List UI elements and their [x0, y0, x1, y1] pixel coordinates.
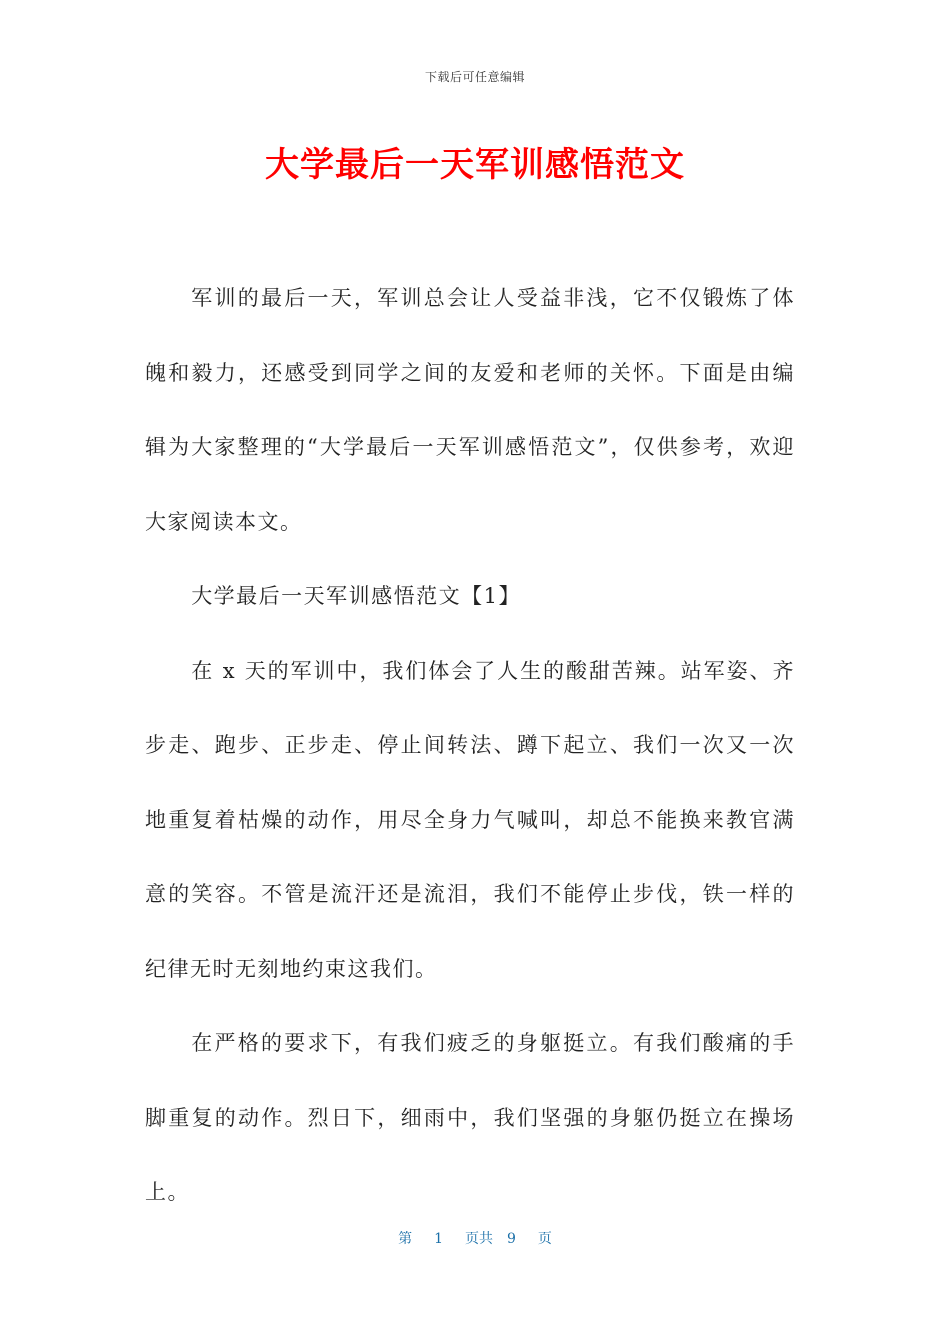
page-indicator: [0, 1228, 950, 1248]
document-title: 大学最后一天军训感悟范文: [265, 145, 685, 185]
paragraph-body-2: 在严格的要求下，有我们疲乏的身躯挺立。有我们酸痛的手脚重复的动作。烈日下，细雨中，我们坚强的身躯仍挺立在操场上。: [145, 1031, 795, 1204]
paragraph-body-1: 在 x 天的军训中，我们体会了人生的酸甜苦辣。站军姿、齐步走、跑步、正步走、停止间转法、蹲下起立、我们一次又一次地重复着枯燥的动作，用尽全身力气喊叫，却总不能换来教官满意的笑容。不管是流汗还是流泪，我们不能停止步伐，铁一样的纪律无时无刻地约束这我们。: [145, 658, 795, 981]
page-mid: 页共: [465, 1231, 493, 1247]
paragraph-intro: 军训的最后一天，军训总会让人受益非浅，它不仅锻炼了体魄和毅力，还感受到同学之间的友爱和老师的关怀。下面是由编辑为大家整理的“大学最后一天军训感悟范文”，仅供参考，欢迎大家阅读本文。: [145, 286, 795, 534]
document-body: [145, 261, 795, 1230]
header-note: 下载后可任意编辑: [424, 70, 525, 84]
page-total: 9: [507, 1231, 516, 1247]
page-current: 1: [434, 1231, 443, 1247]
section-heading: 大学最后一天军训感悟范文【1】: [191, 584, 522, 608]
page-suffix: 页: [537, 1231, 552, 1247]
page-prefix: 第: [398, 1231, 413, 1247]
